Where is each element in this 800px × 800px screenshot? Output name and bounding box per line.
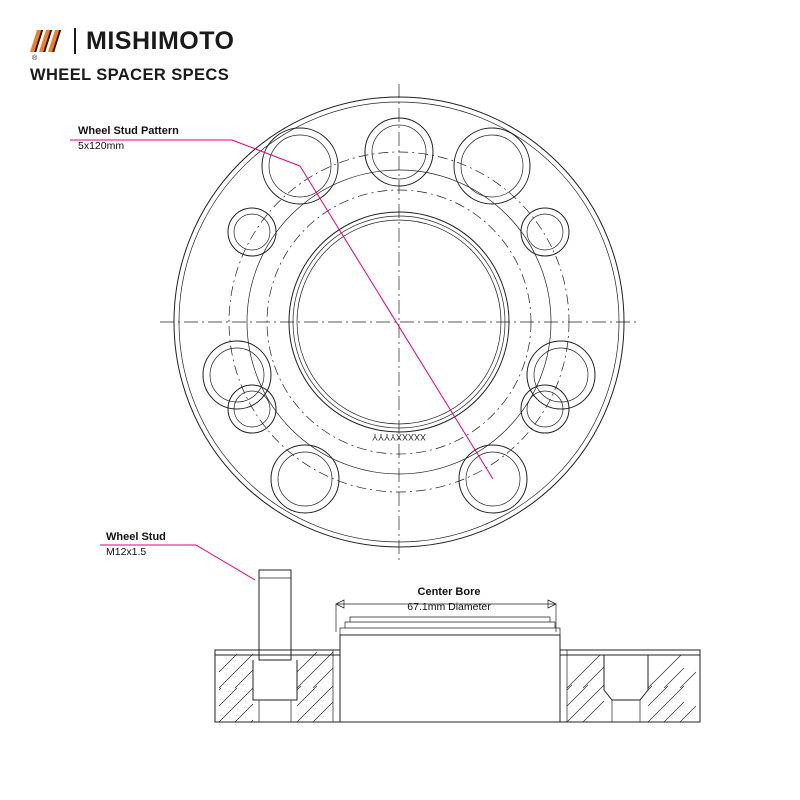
callout-wheel-stud: [106, 530, 166, 559]
callout-center-bore: [342, 585, 556, 614]
part-etching-text: XXXXXYYYY: [371, 432, 427, 442]
brand-name: MISHIMOTO: [86, 26, 235, 55]
callout-value: 5x120mm: [78, 139, 125, 152]
front-view-spacer: [70, 84, 640, 560]
page-title: WHEEL SPACER SPECS: [30, 66, 230, 84]
callout-title: Wheel Stud: [106, 531, 166, 543]
counterbore-section: [604, 655, 648, 722]
callout-value: 67.1mm Diameter: [407, 600, 491, 613]
secondary-holes: [228, 128, 569, 433]
callout-title: Center Bore: [417, 586, 481, 598]
callout-wheel-stud-pattern: [78, 124, 179, 153]
registered-trademark-symbol: ®: [32, 55, 38, 62]
section-hatching-left: [219, 652, 333, 722]
callout-value: M12x1.5: [106, 545, 147, 558]
section-hatching-right: [567, 655, 696, 722]
callout-title: Wheel Stud Pattern: [78, 125, 179, 137]
section-view-spacer: [100, 545, 700, 722]
wheel-stud-section: [253, 570, 297, 722]
